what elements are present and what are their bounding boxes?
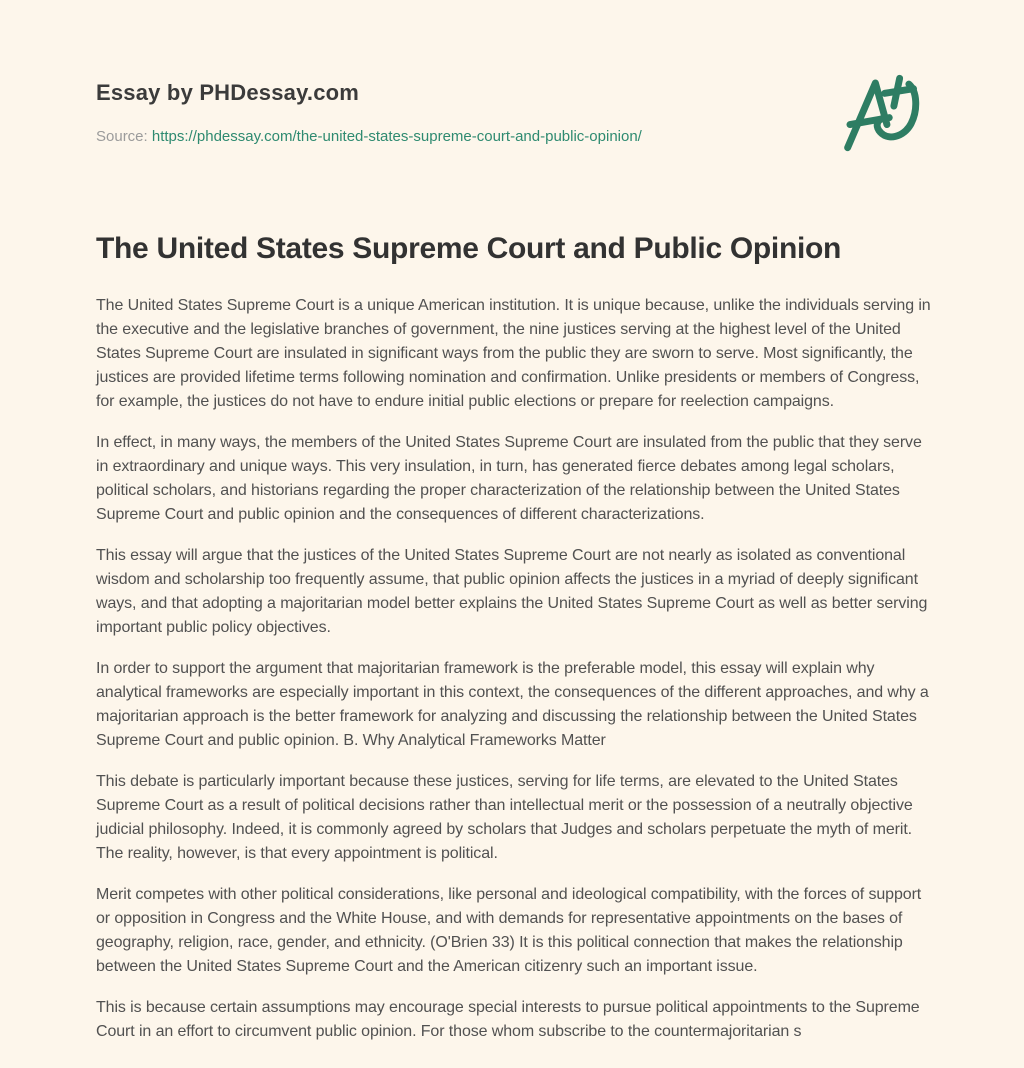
essay-paragraph: This essay will argue that the justices of the United States Supreme Court are not nearly as isolated as conventional wisdom and scholarship too frequently assume, that public opinion affects the justices in a myriad of deeply significant ways, and that adopting a majoritarian model better explains the United States Supreme Court as well as better serving important public policy objectives. bbox=[96, 547, 928, 636]
page-header bbox=[96, 80, 928, 146]
essay-paragraph: The United States Supreme Court is a unique American institution. It is unique because, unlike the individuals serving in the executive and the legislative branches of government, the nine justices serving at the highest level of the United States Supreme Court are insulated in significant ways from the public they are sworn to serve. Most significantly, the justices are provided lifetime terms following nomination and confirmation. Unlike presidents or members of Congress, for example, the justices do not have to endure initial public elections or prepare for reelection campaigns. bbox=[96, 297, 931, 410]
byline: Essay by PHDessay.com bbox=[96, 80, 360, 105]
article-body bbox=[96, 294, 932, 1044]
essay-paragraph: In order to support the argument that majoritarian framework is the preferable model, this essay will explain why analytical frameworks are especially important in this context, the consequences of the different approaches, and why a majoritarian approach is the better framework for analyzing and discussing the relationship between the United States Supreme Court and public opinion. B. Why Analytical Frameworks Matter bbox=[96, 660, 929, 749]
source-label: Source: bbox=[96, 128, 148, 145]
page-title: The United States Supreme Court and Public Opinion bbox=[96, 232, 842, 265]
essay-paragraph: In effect, in many ways, the members of the United States Supreme Court are insulated from the public that they serve in extraordinary and unique ways. This very insulation, in turn, has generated fierce debates among legal scholars, political scholars, and historians regarding the proper characterization of the relationship between the United States Supreme Court and public opinion and the consequences of different characterizations. bbox=[96, 434, 922, 523]
essay-paragraph: Merit competes with other political considerations, like personal and ideological compatibility, with the forces of support or opposition in Congress and the White House, and with demands for representative appointments on the bases of geography, religion, race, gender, and ethnicity. (O'Brien 33) It is this political connection that makes the relationship between the United States Supreme Court and the American citizenry such an important issue. bbox=[96, 886, 922, 975]
essay-paragraph: This debate is particularly important because these justices, serving for life terms, are elevated to the United States Supreme Court as a result of political decisions rather than intellectual merit or the possession of a neutrally objective judicial philosophy. Indeed, it is commonly agreed by scholars that Judges and scholars perpetuate the myth of merit. The reality, however, is that every appointment is political. bbox=[96, 773, 913, 862]
source-link[interactable]: https://phdessay.com/the-united-states-supreme-court-and-public-opinion/ bbox=[151, 128, 642, 145]
a-plus-logo-icon bbox=[828, 62, 932, 164]
essay-paragraph: This is because certain assumptions may encourage special interests to pursue political appointments to the Supreme Court in an effort to circumvent public opinion. For those whom subscribe to the countermajoritarian s bbox=[96, 999, 920, 1040]
source-line bbox=[96, 128, 642, 146]
header-text-block bbox=[96, 80, 642, 146]
